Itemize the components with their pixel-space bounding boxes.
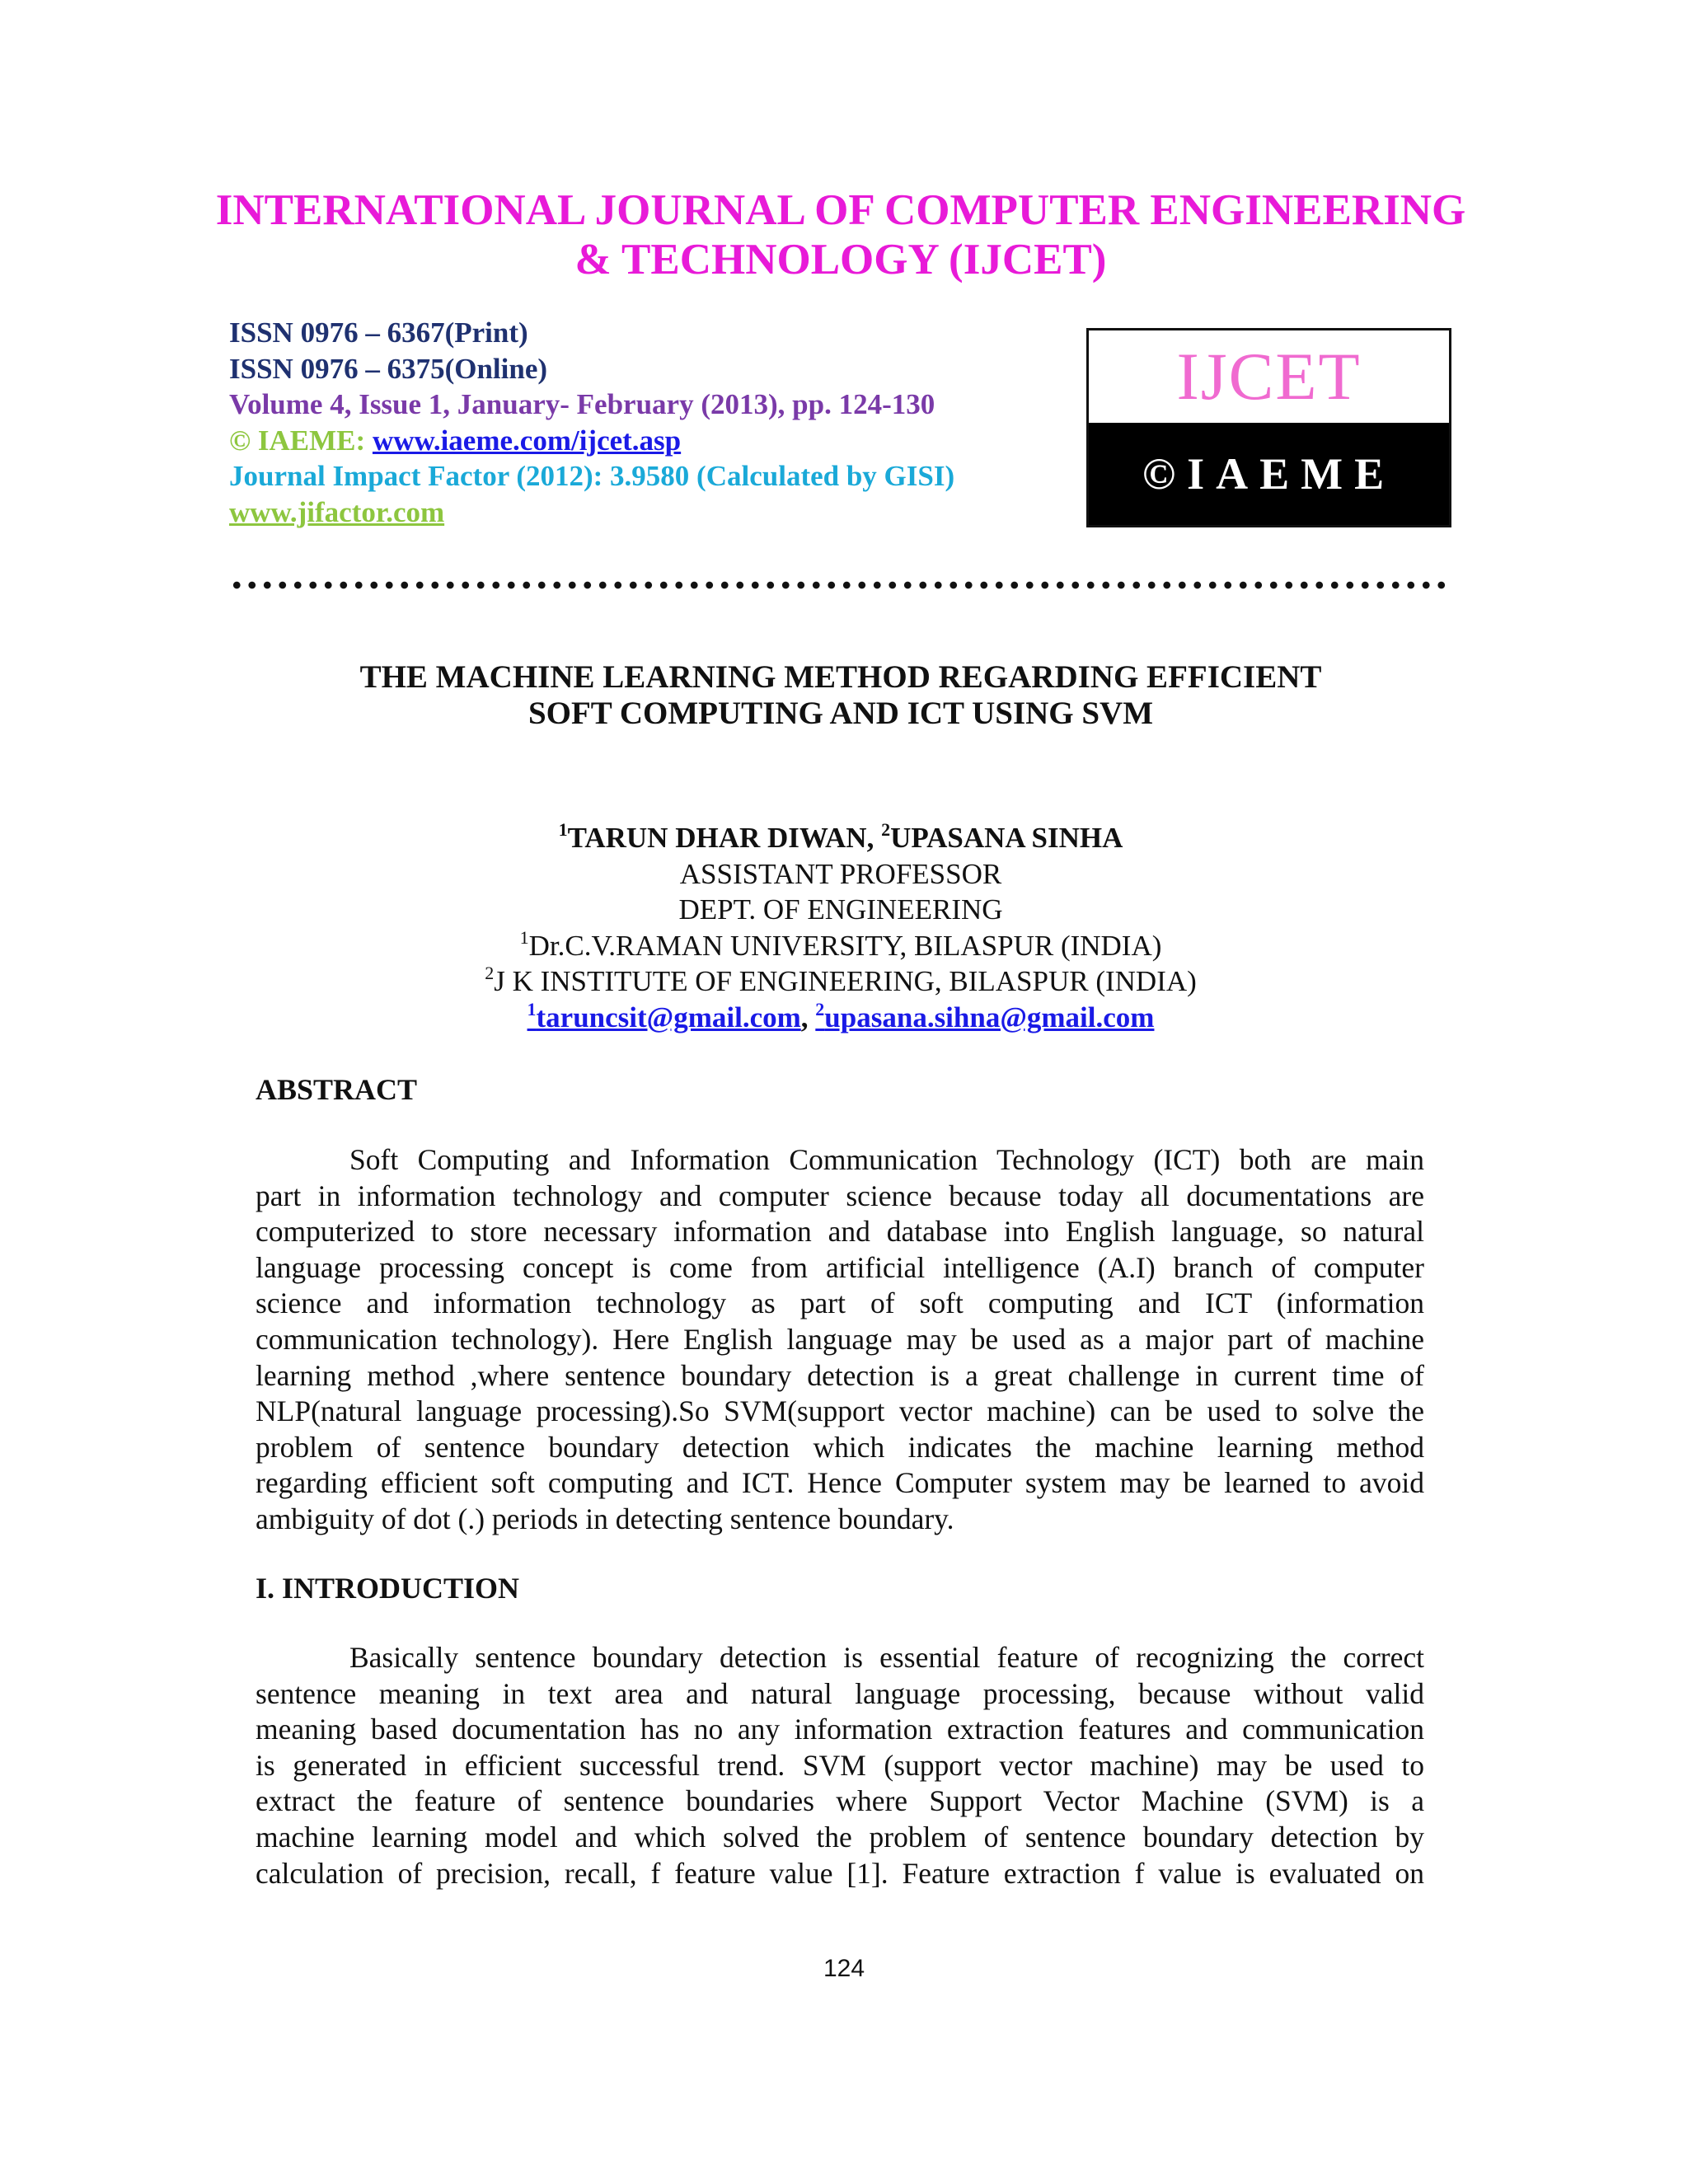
issn-online: ISSN 0976 – 6375(Online) — [229, 352, 548, 385]
abstract-line: ambiguity of dot (.) periods in detecting sentence boundary. — [256, 1502, 954, 1535]
introduction-body — [256, 1640, 1424, 1891]
issn-print: ISSN 0976 – 6367(Print) — [229, 316, 528, 349]
abstract-line: problem of sentence boundary detection which indicates the machine learning method — [256, 1430, 1424, 1464]
introduction-line: sentence meaning in text area and natural language processing, because without valid — [256, 1676, 1424, 1710]
author-block — [165, 820, 1517, 1035]
affiliation2-text: J K INSTITUTE OF ENGINEERING, BILASPUR (INDIA) — [494, 965, 1197, 997]
abstract-line: science and information technology as part of soft computing and ICT (information — [256, 1286, 1424, 1320]
email2-link[interactable] — [815, 998, 1155, 1033]
email1-text: taruncsit@gmail.com — [536, 1001, 801, 1033]
introduction-line: extract the feature of sentence boundaries where Support Vector Machine (SVM) is a — [256, 1784, 1424, 1818]
author-names — [165, 820, 1517, 856]
journal-meta — [229, 315, 954, 530]
ijcet-logo — [1086, 328, 1451, 527]
abstract-line: computerized to store necessary information and database into English language, so natural — [256, 1215, 1424, 1249]
introduction-line: calculation of precision, recall, f feature value [1]. Feature extraction f value is evaluated on — [256, 1856, 1424, 1890]
dotted-divider — [229, 579, 1449, 591]
abstract-body — [256, 1142, 1424, 1538]
abstract-line: part in information technology and computer science because today all documentations are — [256, 1179, 1424, 1212]
author-position: ASSISTANT PROFESSOR — [679, 857, 1002, 890]
introduction-line: Basically sentence boundary detection is essential feature of recognizing the correct — [349, 1641, 1424, 1674]
iaeme-prefix: © IAEME: — [229, 424, 373, 457]
introduction-line: meaning based documentation has no any information extraction features and communication — [256, 1713, 1424, 1746]
author2-name: UPASANA SINHA — [890, 822, 1123, 854]
email1-superscript: 1 — [527, 998, 537, 1019]
affiliation1-superscript: 1 — [519, 926, 529, 948]
affiliation-1 — [165, 928, 1517, 964]
paper-title — [165, 659, 1517, 732]
abstract-heading: ABSTRACT — [256, 1073, 418, 1106]
jifactor-line — [229, 494, 954, 531]
logo-iaeme-text: ©IAEME — [1089, 423, 1449, 525]
introduction-heading: I. INTRODUCTION — [256, 1572, 520, 1605]
paper-title-line-2: SOFT COMPUTING AND ICT USING SVM — [528, 696, 1154, 731]
affiliation-2 — [165, 963, 1517, 1000]
impact-factor: Journal Impact Factor (2012): 3.9580 (Calculated by GISI) — [229, 460, 955, 492]
email2-superscript: 2 — [815, 998, 825, 1019]
email1-link[interactable] — [527, 998, 801, 1033]
author-department: DEPT. OF ENGINEERING — [678, 893, 1003, 926]
iaeme-line — [229, 423, 954, 459]
abstract-line: NLP(natural language processing).So SVM(support vector machine) can be used to solve the — [256, 1394, 1424, 1428]
author2-superscript: 2 — [881, 819, 891, 840]
volume-info: Volume 4, Issue 1, January- February (2013), pp. 124-130 — [229, 388, 935, 420]
journal-title-line-1: INTERNATIONAL JOURNAL OF COMPUTER ENGINEERING — [215, 186, 1466, 234]
introduction-line: is generated in efficient successful trend. SVM (support vector machine) may be used to — [256, 1748, 1424, 1782]
journal-title-line-2: & TECHNOLOGY (IJCET) — [574, 236, 1107, 284]
email-separator: , — [800, 1001, 816, 1033]
paper-title-line-1: THE MACHINE LEARNING METHOD REGARDING EFFICIENT — [359, 659, 1322, 695]
abstract-line: regarding efficient soft computing and ICT. Hence Computer system may be learned to avoid — [256, 1466, 1424, 1500]
affiliation2-superscript: 2 — [485, 963, 495, 983]
abstract-line: language processing concept is come from artificial intelligence (A.I) branch of computer — [256, 1250, 1424, 1284]
introduction-line: machine learning model and which solved the problem of sentence boundary detection by — [256, 1820, 1424, 1854]
journal-title — [165, 185, 1517, 284]
logo-ijcet-text: IJCET — [1176, 339, 1362, 414]
jifactor-link[interactable]: www.jifactor.com — [229, 495, 445, 528]
abstract-line: learning method ,where sentence boundary detection is a great challenge in current time of — [256, 1358, 1424, 1392]
author-emails — [165, 1000, 1517, 1036]
author1-superscript: 1 — [558, 819, 568, 840]
abstract-line: communication technology). Here English language may be used as a major part of machine — [256, 1322, 1424, 1356]
abstract-line: Soft Computing and Information Communication Technology (ICT) both are main — [349, 1143, 1424, 1176]
email2-text: upasana.sihna@gmail.com — [824, 1001, 1155, 1033]
author1-name: TARUN DHAR DIWAN, — [567, 822, 882, 854]
affiliation1-text: Dr.C.V.RAMAN UNIVERSITY, BILASPUR (INDIA) — [528, 929, 1162, 962]
page-number: 124 — [823, 1955, 865, 1982]
iaeme-link[interactable]: www.iaeme.com/ijcet.asp — [372, 424, 682, 457]
